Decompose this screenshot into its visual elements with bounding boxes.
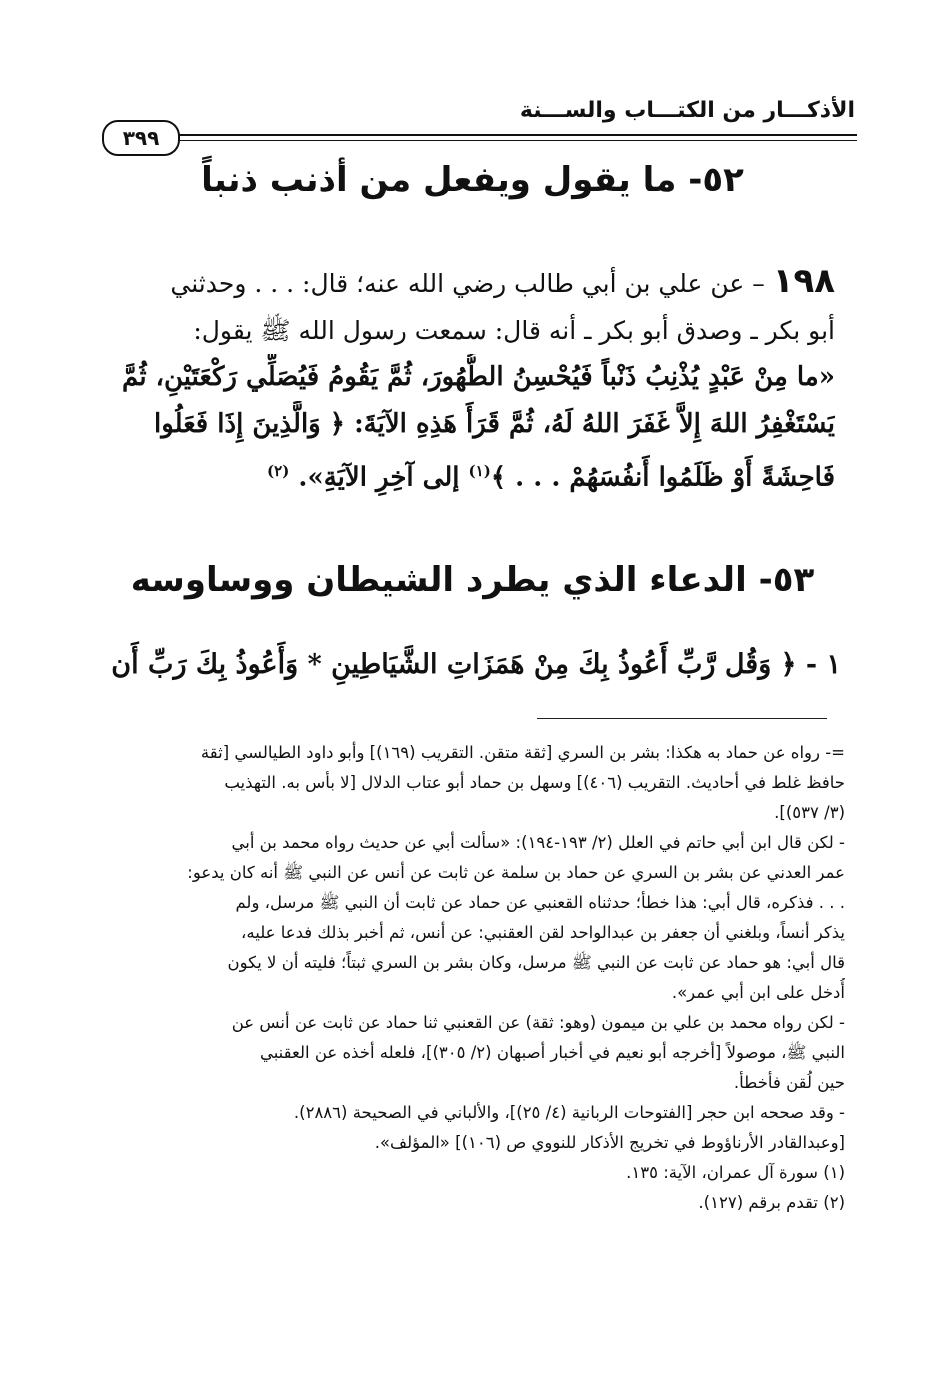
footnote-line: عمر العدني عن بشر بن السري عن حماد بن سلمة عن ثابت عن أنس عن النبي ﷺ أنه كان يدعو: (187, 863, 845, 882)
running-title: الأذكـــار من الكتـــاب والســـنة (519, 98, 855, 123)
footnote-line: حافظ غلط في أحاديث. التقريب (٤٠٦)] وسهل بن حماد أبو عتاب الدلال [لا بأس به. التهذيب (224, 773, 845, 792)
footnote-line: - لكن قال ابن أبي حاتم في العلل (٢/ ١٩٣-١٩٤): «سألت أبي عن حديث رواه محمد بن أبي (231, 833, 845, 852)
footnote-paragraph-3 (98, 1008, 845, 1098)
footnote-separator (537, 718, 827, 719)
quran-verse-start: ﴿ وَالَّذِينَ إِذَا فَعَلُوا (153, 409, 346, 439)
hadith-number: ١٩٨ (772, 261, 835, 301)
hadith-line-2: أبو بكر ـ وصدق أبو بكر ـ أنه قال: سمعت رسول الله ﷺ يقول: (193, 316, 835, 345)
hadith-line-5-tail: إلى آخِرِ الآيَةِ». (298, 462, 460, 493)
footnote-paragraph-2 (98, 828, 845, 1008)
hadith-line-4 (100, 401, 835, 448)
quran-verse-end: فَاحِشَةً أَوْ ظَلَمُوا أَنفُسَهُمْ . . . ﴾ (490, 462, 835, 493)
chapter-heading-52: ٥٢- ما يقول ويفعل من أذنب ذنباً (201, 160, 744, 200)
dua-item-1: ١ - ﴿ وَقُل رَّبِّ أَعُوذُ بِكَ مِنْ هَمَزَاتِ الشَّيَاطِينِ * وَأَعُوذُ بِكَ رَبِّ أَن (111, 649, 841, 680)
footnote-line: [وعبدالقادر الأرناؤوط في تخريج الأذكار للنووي ص (١٠٦)] «المؤلف». (374, 1133, 845, 1152)
footnote-paragraph-4 (98, 1098, 845, 1158)
footnote-line: - وقد صححه ابن حجر [الفتوحات الربانية (٤/ ٢٥)]، والألباني في الصحيحة (٢٨٨٦). (293, 1103, 845, 1122)
hadith-line-4-text: يَسْتَغْفِرُ اللهَ إِلاَّ غَفَرَ اللهُ لَهُ، ثُمَّ قَرَأَ هَذِهِ الآيَةَ: (354, 409, 835, 439)
footnote-line: النبي ﷺ، موصولاً [أخرجه أبو نعيم في أخبار أصبهان (٢/ ٣٠٥)]، فلعله أخذه عن العقنبي (259, 1043, 845, 1062)
footnote-line: . . . فذكره، قال أبي: هذا خطأ؛ حدثناه القعنبي عن حماد عن ثابت أن النبي ﷺ مرسل، ولم (235, 893, 845, 912)
footnote-marker-1: (١) (468, 462, 491, 480)
footnote-line: (٣/ ٥٣٧)]. (774, 803, 845, 822)
footnote-line: =- رواه عن حماد به هكذا: بشر بن السري [ثقة متقن. التقريب (١٦٩)] وأبو داود الطيالسي [ثقة (200, 743, 845, 762)
hadith-line-5 (100, 448, 835, 502)
footnote-line: أُدخل على ابن أبي عمر». (671, 983, 845, 1002)
footnote-2 (98, 1188, 845, 1218)
hadith-line-1 (100, 258, 835, 307)
hadith-line-3: «ما مِنْ عَبْدٍ يُذْنِبُ ذَنْباً فَيُحْسِنُ الطُّهُورَ، ثُمَّ يَقُومُ فَيُصَلِّي رَكْعَتَيْنِ، ثُمَّ (122, 362, 835, 392)
chapter-heading-53: ٥٣- الدعاء الذي يطرد الشيطان ووساوسه (130, 560, 815, 600)
footnote-line: - لكن رواه محمد بن علي بن ميمون (وهو: ثقة) عن القعنبي ثنا حماد عن ثابت عن أنس عن (231, 1013, 845, 1032)
hadith-line-1-text: – عن علي بن أبي طالب رضي الله عنه؛ قال: . . . وحدثني (170, 269, 765, 298)
header-rule (167, 134, 857, 136)
footnote-paragraph-1 (98, 738, 845, 828)
header-rule-thin (167, 140, 857, 141)
footnote-1 (98, 1158, 845, 1188)
footnote-marker-2: (٢) (267, 462, 290, 480)
footnote-line: يذكر أنساً، وبلغني أن جعفر بن عبدالواحد لقن العقنبي: عن أنس، ثم أخبر بذلك فدعا عليه، (241, 923, 845, 942)
footnote-1-text: (١) سورة آل عمران، الآية: ١٣٥. (626, 1163, 845, 1182)
hadith-198 (100, 258, 835, 502)
footnote-2-text: (٢) تقدم برقم (١٢٧). (698, 1193, 845, 1212)
footnotes (98, 738, 845, 1218)
footnote-line: قال أبي: هو حماد عن ثابت عن النبي ﷺ مرسل، وكان بشر بن السري ثبتاً؛ فليته أن لا يكون (227, 953, 845, 972)
page-number: ٣٩٩ (102, 120, 180, 156)
footnote-line: حين لُقن فأخطأ. (733, 1073, 845, 1092)
